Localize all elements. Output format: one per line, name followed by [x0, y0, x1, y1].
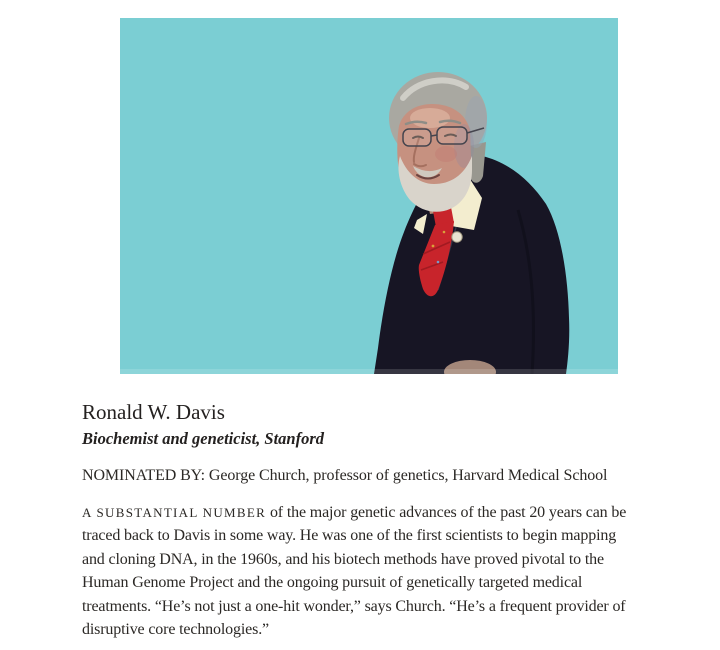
- article-line: disruptive core technologies.”: [82, 621, 269, 639]
- nominated-by-label: NOMINATED BY:: [82, 467, 206, 484]
- lapel-pin: [452, 232, 462, 242]
- cheek: [435, 146, 457, 162]
- article-line: [82, 501, 626, 524]
- tie-fleck: [437, 261, 440, 264]
- profile-title: Biochemist and geneticist, Stanford: [82, 429, 325, 448]
- tie-fleck: [443, 231, 446, 234]
- floor-highlight: [120, 369, 618, 374]
- forehead-highlight: [410, 108, 450, 128]
- tie-fleck: [432, 245, 435, 248]
- portrait-photo: [120, 18, 618, 374]
- article-line: and cloning DNA, in the 1960s, and his biotech methods have proved pivotal to the: [82, 550, 604, 568]
- article-paragraph: [82, 501, 626, 641]
- article-line: traced back to Davis in some way. He was one of the first scientists to begin mapping: [82, 527, 617, 545]
- lead-smallcaps: A SUBSTANTIAL NUMBER: [82, 505, 267, 520]
- nominated-by-value: George Church, professor of genetics, Harvard Medical School: [205, 467, 608, 484]
- nominated-by-line: [82, 466, 607, 486]
- article-line: treatments. “He’s not just a one-hit wonder,” says Church. “He’s a frequent provider of: [82, 597, 626, 615]
- person-illustration: [120, 18, 618, 374]
- article-line-text: of the major genetic advances of the past 20 years can be: [266, 504, 627, 521]
- profile-name: Ronald W. Davis: [82, 400, 225, 424]
- article-line: Human Genome Project and the ongoing pursuit of genetically targeted medical: [82, 574, 583, 592]
